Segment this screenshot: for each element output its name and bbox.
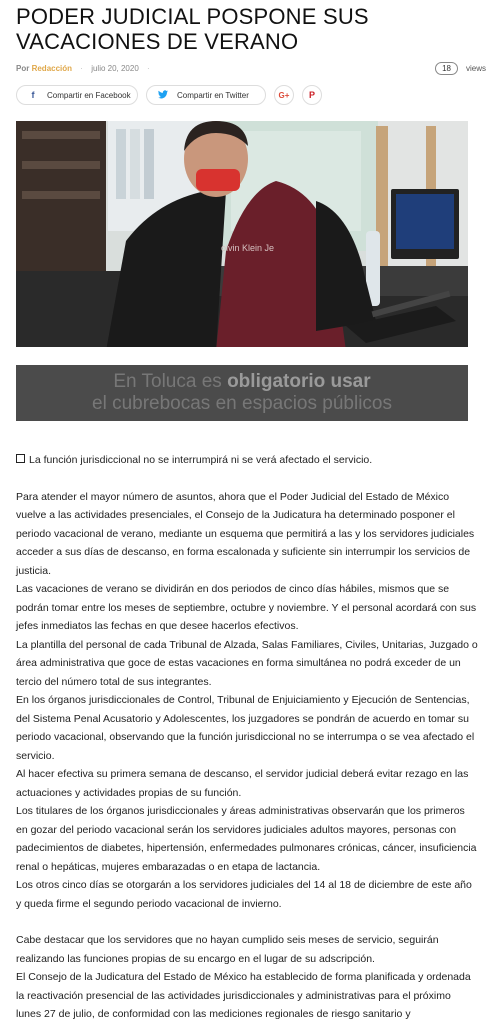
- article-title: [16, 4, 486, 54]
- shirt-text: olvin Klein Je: [221, 243, 275, 253]
- paragraph: Los otros cinco días se otorgarán a los servidores judiciales del 14 al 18 de diciembre de este año y queda firme el segundo periodo vacacional de invierno.: [16, 879, 472, 910]
- checkbox-icon: [16, 454, 25, 463]
- banner-line-1: [16, 371, 468, 393]
- share-google-plus-button[interactable]: [274, 85, 294, 105]
- office-photo: [16, 121, 468, 347]
- paragraph: El Consejo de la Judicatura del Estado de México ha establecido de forma planificada y ordenada la reactivación presencial de las actividades jurisdiccionales y administrativas para el próximo lunes 27 de julio, de conformidad con las mediciones regionales de riesgo sanitario y: [16, 971, 471, 1020]
- paragraph: Los titulares de los órganos jurisdiccionales y áreas administrativas observarán que los primeros en gozar del periodo vacacional serán los servidores judiciales adultos mayores, personas con padecimientos de diabetes, hipertensión, enfermedades pulmonares crónicas, cáncer, insuficiencia renal o hepáticas, mujeres embarazadas o en etapa de lactancia.: [16, 805, 477, 873]
- meta-separator: ·: [80, 64, 83, 73]
- title-line-1: PODER JUDICIAL POSPONE SUS: [16, 4, 369, 29]
- paragraph: Para atender el mayor número de asuntos, ahora que el Poder Judicial del Estado de México vuelve a las actividades presenciales, el Consejo de la Judicatura ha determinado posponer el periodo vacacional de verano, mediante un esquema que permitirá a las y los servidores judiciales acceder a sus días de descanso, en forma escalonada y suficiente sin interrumpir los servicios de justicia.: [16, 490, 475, 577]
- paragraph: La plantilla del personal de cada Tribunal de Alzada, Salas Familiares, Civiles, Unitarias, Juzgado o área administrativa que goce de estas vacaciones en forma simultánea no podrá exceder de un tercio del número total de sus integrantes.: [16, 638, 478, 688]
- author-link[interactable]: Redacción: [31, 64, 73, 73]
- title-line-2: VACACIONES DE VERANO: [16, 29, 299, 54]
- paragraph: Cabe destacar que los servidores que no hayan cumplido seis meses de servicio, seguirán realizando las funciones propias de su encargo en el lugar de su adscripción.: [16, 934, 439, 965]
- meta-separator: ·: [147, 64, 150, 73]
- by-label: Por: [16, 64, 30, 73]
- views-count: 18: [435, 62, 458, 75]
- twitter-icon: [157, 90, 169, 101]
- pinterest-icon: P: [308, 90, 315, 100]
- views-label: views: [465, 64, 486, 73]
- paragraph: Las vacaciones de verano se dividirán en dos periodos de cinco días hábiles, mismos que se podrán tomar entre los meses de septiembre, octubre y noviembre. Y el personal acordará con sus jefes inmediatos las fechas en que desee hacerlos efectivos.: [16, 583, 477, 632]
- article-meta: [16, 64, 478, 78]
- views-counter: [435, 62, 486, 75]
- article-image: [16, 121, 468, 347]
- banner-text-bold: obligatorio usar: [227, 371, 371, 392]
- banner-text-a: En Toluca es: [113, 371, 228, 392]
- article-body: [16, 451, 478, 1024]
- share-facebook-button[interactable]: [16, 85, 138, 105]
- share-twitter-label: Compartir en Twitter: [177, 90, 249, 100]
- lead-paragraph: La función jurisdiccional no se interrumpirá ni se verá afectado el servicio.: [16, 451, 478, 470]
- banner-line-2: el cubrebocas en espacios públicos: [92, 393, 392, 414]
- paragraph: Al hacer efectiva su primera semana de descanso, el servidor judicial deberá evitar rezago en las actuaciones y actividades propias de su función.: [16, 768, 469, 799]
- facebook-icon: f: [31, 90, 35, 100]
- promo-banner[interactable]: [16, 365, 468, 421]
- share-facebook-label: Compartir en Facebook: [47, 90, 131, 100]
- publish-date: julio 20, 2020: [91, 64, 139, 73]
- share-bar: [16, 85, 322, 105]
- share-pinterest-button[interactable]: [302, 85, 322, 105]
- google-plus-icon: G+: [278, 90, 290, 100]
- share-twitter-button[interactable]: [146, 85, 266, 105]
- paragraph: En los órganos jurisdiccionales de Control, Tribunal de Enjuiciamiento y Ejecución de Sentencias, del Sistema Penal Acusatorio y Adolescentes, los juzgadores se pondrán de acuerdo en tomar su periodo vacacional, observando que la función jurisdiccional no se interrumpa o se vea afectado el servicio.: [16, 694, 475, 762]
